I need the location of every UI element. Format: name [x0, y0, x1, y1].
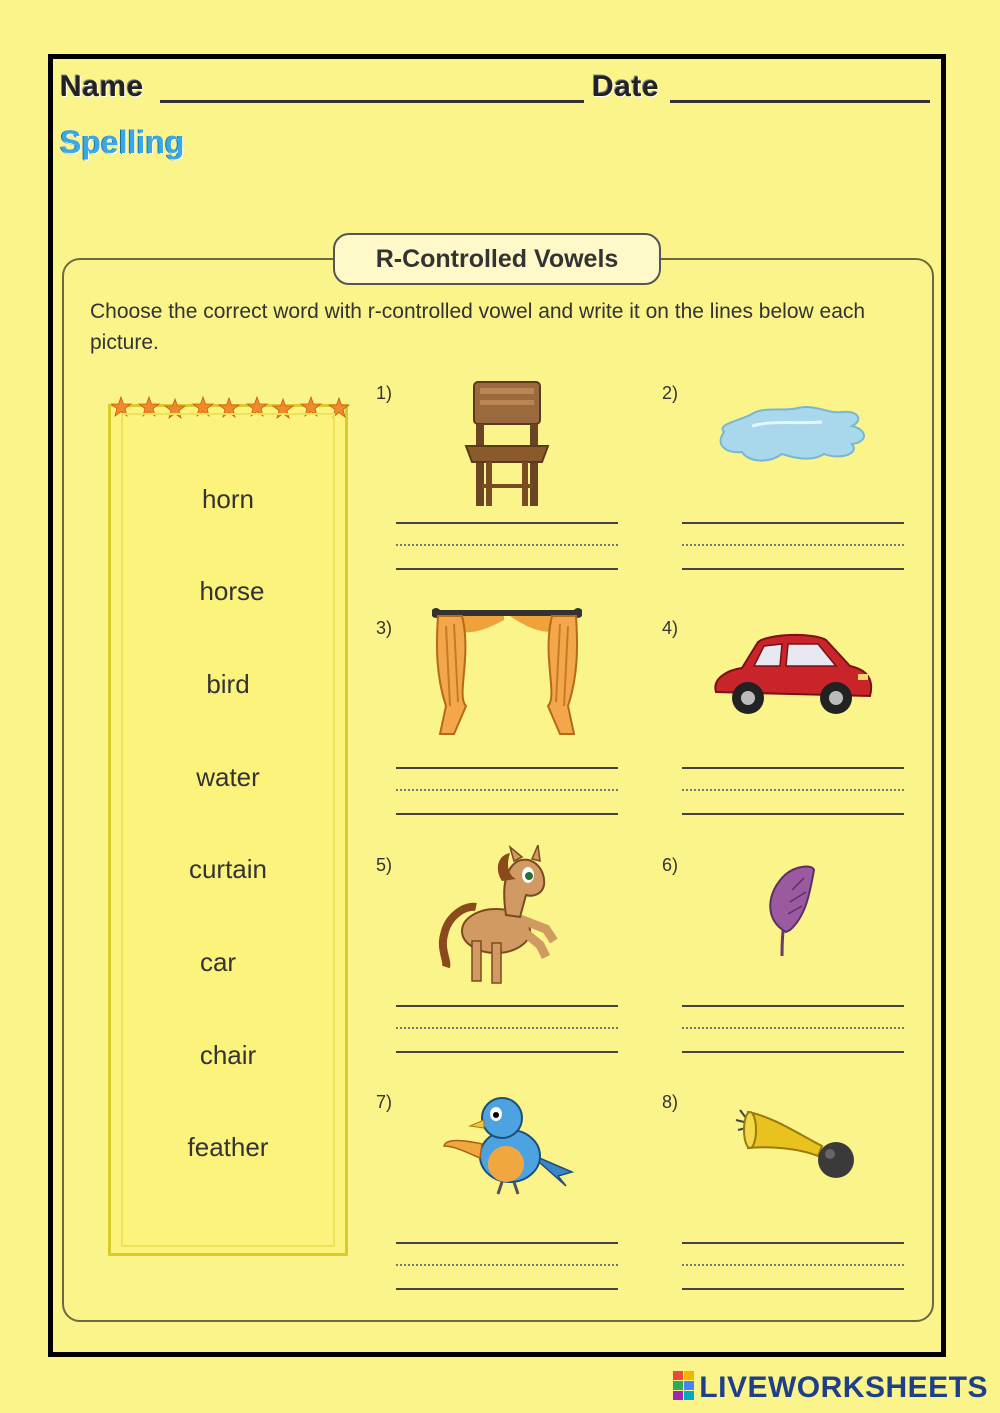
- question-number: 1): [376, 383, 393, 403]
- answer-line-8[interactable]: [682, 1242, 904, 1290]
- date-label: Date: [592, 70, 660, 103]
- liveworksheets-logo-icon: [673, 1371, 695, 1401]
- word-bank-item: horn: [201, 484, 255, 514]
- answer-line-5[interactable]: [396, 1005, 618, 1053]
- brand-logo: [673, 1371, 988, 1405]
- subject-heading: Spelling: [60, 124, 185, 160]
- question-number: 2): [662, 383, 679, 403]
- name-field: [60, 70, 144, 104]
- curtain-icon: [432, 606, 582, 738]
- chair-icon: [462, 380, 552, 508]
- answer-line-3[interactable]: [396, 767, 618, 815]
- answer-line-4[interactable]: [682, 767, 904, 815]
- word-bank-item: bird: [206, 669, 250, 699]
- question-number: 7): [376, 1092, 393, 1112]
- brand-name: LIVEWORKSHEETS: [699, 1371, 988, 1404]
- word-bank-item: feather: [187, 1132, 269, 1162]
- name-input-line[interactable]: [160, 100, 584, 103]
- answer-line-1[interactable]: [396, 522, 618, 570]
- question-number: 3): [376, 618, 393, 638]
- feather-icon: [762, 862, 822, 958]
- name-label: Name: [60, 70, 144, 103]
- word-bank-item: curtain: [188, 854, 268, 884]
- horn-icon: [732, 1102, 862, 1182]
- word-bank: [108, 404, 348, 1256]
- question-number: 8): [662, 1092, 679, 1112]
- word-bank-item: horse: [199, 576, 265, 606]
- question-number: 4): [662, 618, 679, 638]
- horse-icon: [436, 845, 566, 993]
- worksheet-title: R-Controlled Vowels: [333, 233, 661, 285]
- question-number: 5): [376, 855, 393, 875]
- word-bank-item: car: [199, 947, 237, 977]
- answer-line-7[interactable]: [396, 1242, 618, 1290]
- instructions: Choose the correct word with r-controlled vowel and write it on the lines below each picture.: [90, 300, 866, 354]
- bird-icon: [440, 1094, 576, 1198]
- word-bank-item: chair: [199, 1040, 257, 1070]
- answer-line-2[interactable]: [682, 522, 904, 570]
- stars-border-icon: [111, 393, 351, 421]
- question-number: 6): [662, 855, 679, 875]
- date-field: [592, 70, 659, 104]
- puddle-water-icon: [712, 402, 872, 468]
- car-icon: [708, 630, 876, 722]
- answer-line-6[interactable]: [682, 1005, 904, 1053]
- word-bank-item: water: [196, 762, 260, 792]
- date-input-line[interactable]: [670, 100, 930, 103]
